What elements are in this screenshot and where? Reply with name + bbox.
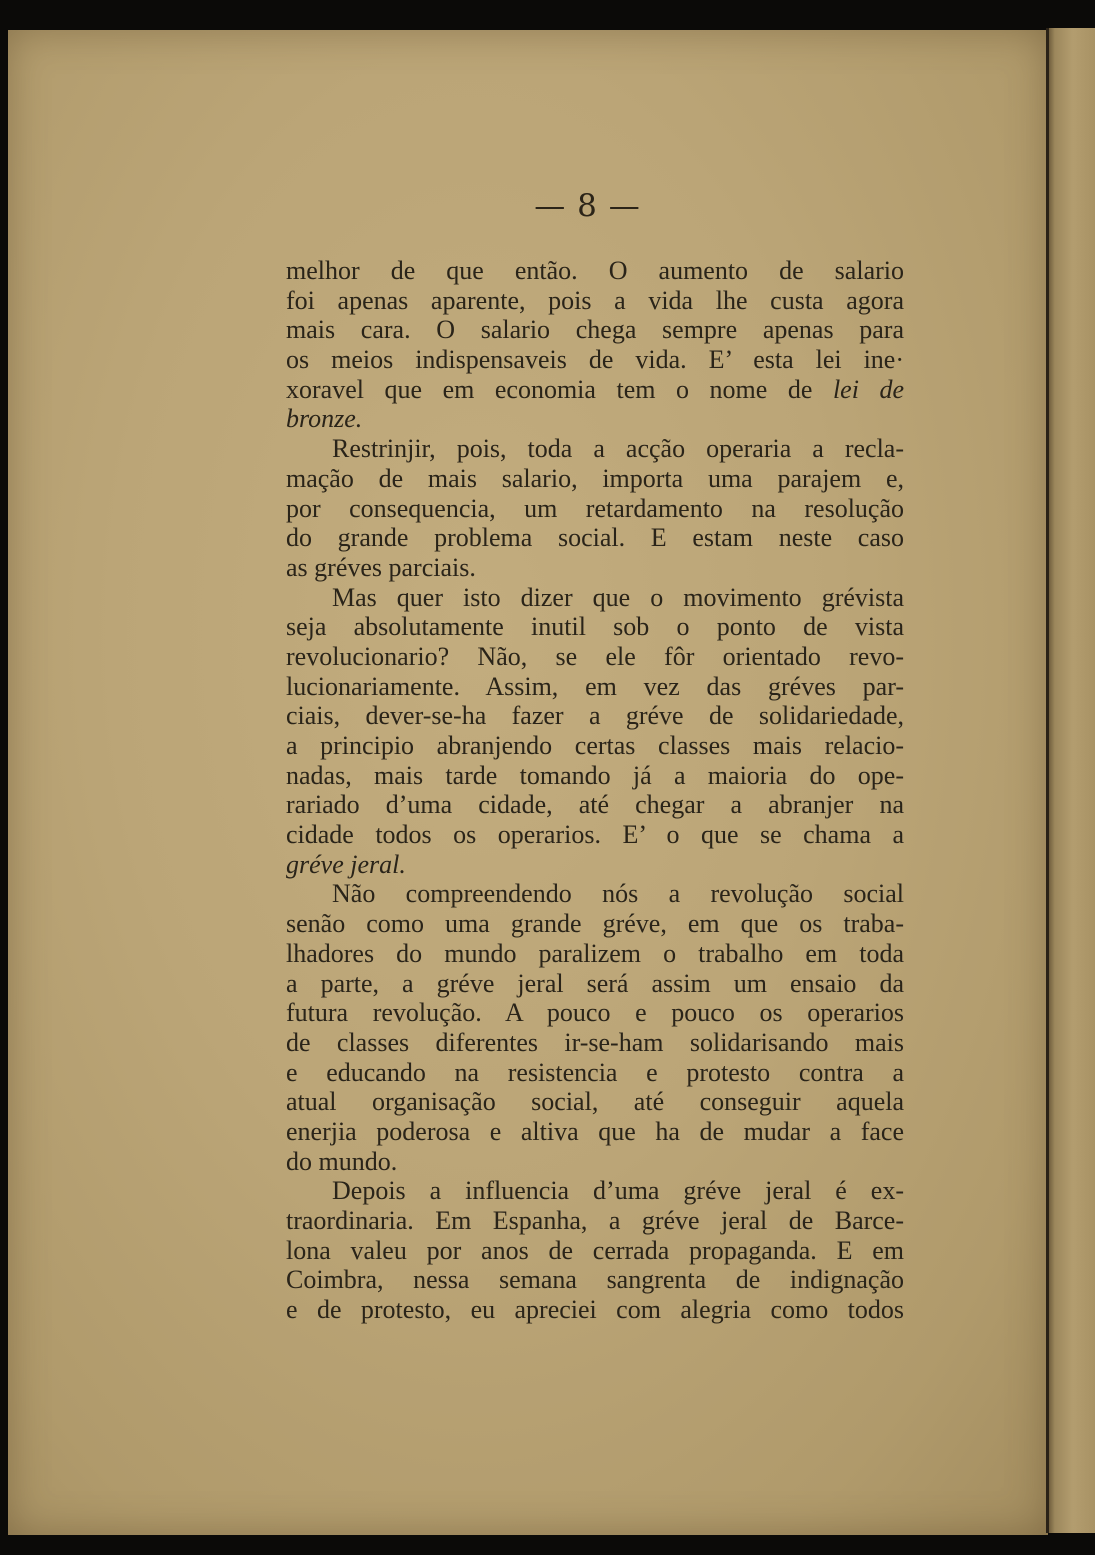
text-line: rariado d’uma cidade, até chegar a abranjer na [286, 790, 904, 820]
page-number: — 8 — [534, 188, 641, 224]
italic-phrase: gréve jeral. [286, 849, 406, 879]
text-line [286, 404, 904, 434]
text-line: revolucionario? Não, se ele fôr orientado revo- [286, 641, 904, 671]
text-line: foi apenas aparente, pois a vida lhe custa agora [286, 285, 904, 315]
text-line: do grande problema social. E estam neste caso [286, 523, 904, 553]
text-line: cidade todos os operarios. E’ o que se chama a [286, 820, 904, 850]
text-line: senão como uma grande gréve, em que os traba- [286, 909, 904, 939]
text-line: enerjia poderosa e altiva que ha de mudar a face [286, 1116, 904, 1146]
text-line: as gréves parciais. [286, 552, 476, 582]
text-line: lona valeu por anos de cerrada propaganda. E em [286, 1235, 904, 1265]
paragraph-start: Restrinjir, pois, toda a acção operaria a recla- [332, 434, 904, 464]
text-line: por consequencia, um retardamento na resolução [286, 493, 904, 523]
text-line: os meios indispensaveis de vida. E’ esta lei ine· [286, 345, 904, 375]
paragraph-start: Mas quer isto dizer que o movimento grévista [332, 582, 904, 612]
italic-phrase: lei de [832, 374, 905, 404]
text-line: atual organisação social, até conseguir aquela [286, 1087, 904, 1117]
paragraph-start: Depois a influencia d’uma gréve jeral é ex- [332, 1176, 904, 1206]
text-line: mação de mais salario, importa uma parajem e, [286, 463, 904, 493]
text-line [286, 850, 904, 880]
text-line: e educando na resistencia e protesto contra a [286, 1057, 904, 1087]
text-line: e de protesto, eu apreciei com alegria como todos [286, 1295, 904, 1325]
italic-phrase: bronze. [286, 404, 363, 434]
text-fragment: xoravel que em economia tem o nome de [286, 374, 813, 404]
paragraph-start: Não compreendendo nós a revolução social [332, 879, 904, 909]
text-line: Coimbra, nessa semana sangrenta de indignação [286, 1265, 904, 1295]
text-line: ciais, dever-se-ha fazer a gréve de solidariedade, [286, 701, 904, 731]
text-line: a principio abranjendo certas classes mais relacio- [286, 731, 904, 760]
next-page-edge [1046, 28, 1095, 1533]
text-line: futura revolução. A pouco e pouco os operarios [286, 998, 904, 1028]
text-line: mais cara. O salario chega sempre apenas para [286, 315, 904, 345]
text-line: melhor de que então. O aumento de salario [286, 256, 904, 285]
text-line: lucionariamente. Assim, em vez das gréves par- [286, 671, 904, 701]
text-line [286, 375, 904, 405]
text-line: do mundo. [286, 1146, 398, 1176]
text-line: lhadores do mundo paralizem o trabalho em toda [286, 938, 904, 968]
text-line: a parte, a gréve jeral será assim um ensaio da [286, 968, 904, 998]
text-line: de classes diferentes ir-se-ham solidarisando mais [286, 1027, 904, 1057]
text-line: seja absolutamente inutil sob o ponto de vista [286, 612, 904, 642]
text-line: nadas, mais tarde tomando já a maioria do ope- [286, 760, 904, 790]
body-text [286, 256, 904, 1325]
text-line: traordinaria. Em Espanha, a gréve jeral de Barce- [286, 1206, 904, 1235]
